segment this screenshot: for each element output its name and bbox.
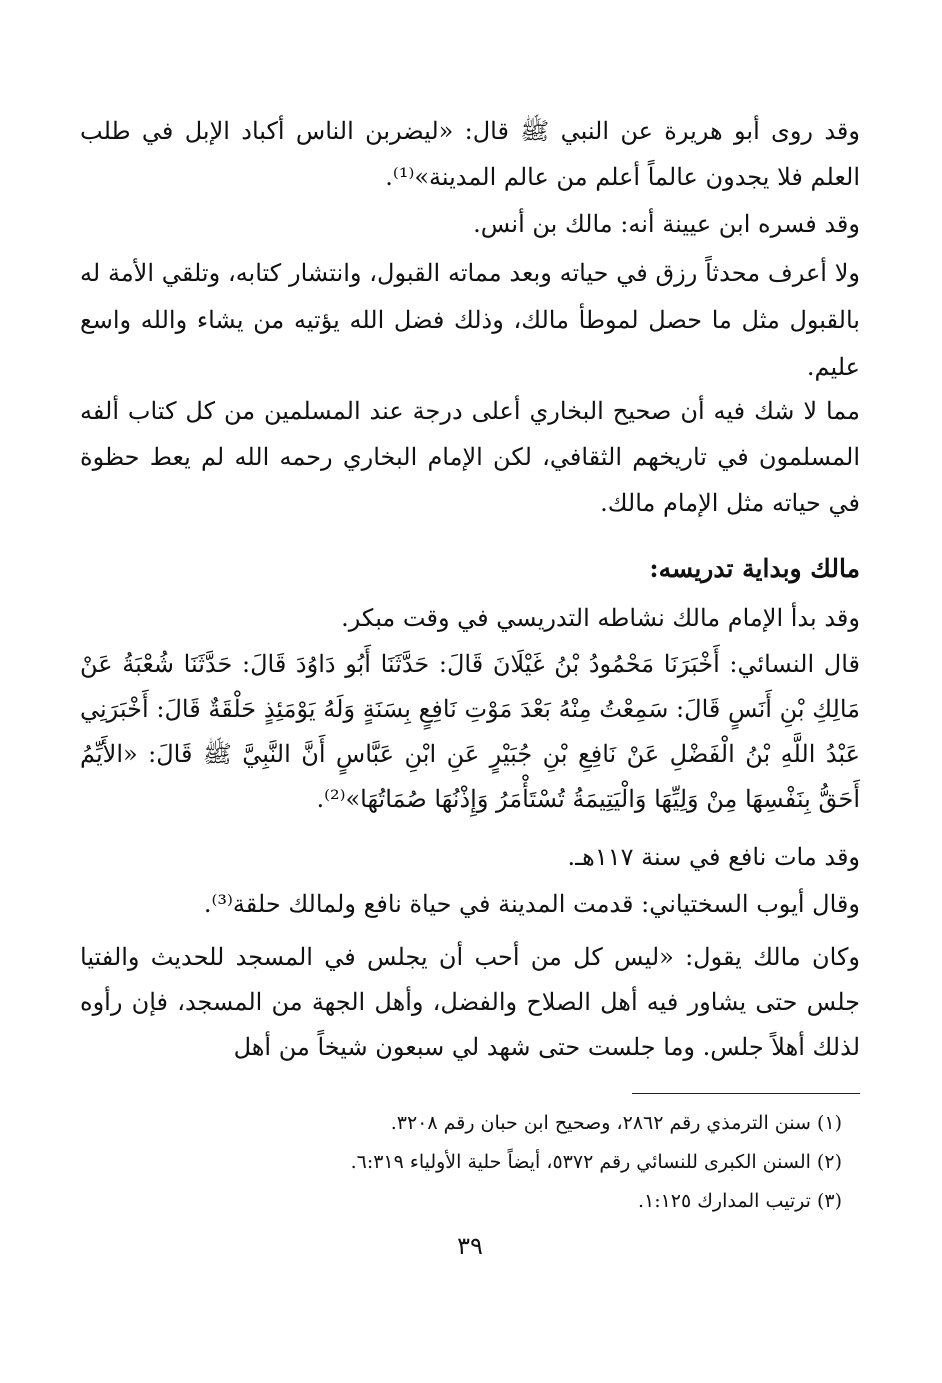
paragraph-ayyub: وقال أيوب السختياني: قدمت المدينة في حياة نافع ولمالك حلقة⁽³⁾. [203, 890, 860, 918]
footnote-2: (٢) السنن الكبرى للنسائي رقم ٥٣٧٢، أيضاً حلية الأولياء ٦:٣١٩. [350, 1151, 842, 1173]
page-number: ٣٩ [457, 1232, 483, 1260]
paragraph-teaching-start: وقد بدأ الإمام مالك نشاطه التدريسي في وقت مبكر. [341, 604, 860, 632]
paragraph-abu-hurayra-hadith: وقد روى أبو هريرة عن النبي ﷺ قال: «ليضربن الناس أكباد الإبل في طلب العلم فلا يجدون عالماً أعلم من عالم المدينة»⁽¹⁾. [80, 117, 860, 191]
footnote-3: (٣) ترتيب المدارك ١:١٢٥. [637, 1190, 842, 1212]
paragraph-malik-saying: وكان مالك يقول: «ليس كل من أحب أن يجلس في المسجد للحديث والفتيا جلس حتى يشاور فيه أهل الصلاح والفضل، وأهل الجهة من المسجد، فإن رأوه لذلك أهلاً جلس. وما جلست حتى شهد لي سبعون شيخاً من أهل [80, 943, 860, 1061]
paragraph-nafi-death: وقد مات نافع في سنة ١١٧هـ. [567, 843, 860, 871]
section-heading: مالك وبداية تدريسه: [649, 554, 860, 583]
footnote-1: (١) سنن الترمذي رقم ٢٨٦٢، وصحيح ابن حبان رقم ٣٢٠٨. [390, 1112, 842, 1134]
paragraph-muwatta-acceptance: ولا أعرف محدثاً رزق في حياته وبعد مماته القبول، وانتشار كتابه، وتلقي الأمة له بالقبول مثل ما حصل لموطأ مالك، وذلك فضل الله يؤتيه من يشاء والله واسع عليم. [80, 259, 860, 381]
footnote-divider [632, 1093, 860, 1094]
paragraph-nasai-hadith: قال النسائي: أَخْبَرَنَا مَحْمُودُ بْنُ غَيْلَانَ قَالَ: حَدَّثَنَا أَبُو دَاوُدَ قَالَ: حَدَّثَنَا شُعْبَةُ عَنْ مَالِكِ بْنِ أَنَسٍ قَالَ: سَمِعْتُ مِنْهُ بَعْدَ مَوْتِ نَافِعٍ بِسَنَةٍ وَلَهُ يَوْمَئِذٍ حَلْقَةٌ قَالَ: أَخْبَرَنِي عَبْدُ اللَّهِ بْنُ الْفَضْلِ عَنْ نَافِعِ بْنِ جُبَيْرٍ عَنِ ابْنِ عَبَّاسٍ أَنَّ النَّبِيَّ ﷺ قَالَ: «الأَيِّمُ أَحَقُّ بِنَفْسِهَا مِنْ وَلِيِّهَا وَالْيَتِيمَةُ تُسْتَأْمَرُ وَإِذْنُهَا صُمَاتُهَا»⁽²⁾. [80, 650, 860, 813]
paragraph-bukhari: مما لا شك فيه أن صحيح البخاري أعلى درجة عند المسلمين من كل كتاب ألفه المسلمون في تاريخهم الثقافي، لكن الإمام البخاري رحمه الله لم يعط حظوة في حياته مثل الإمام مالك. [80, 397, 861, 517]
paragraph-ibn-uyayna: وقد فسره ابن عيينة أنه: مالك بن أنس. [473, 210, 860, 238]
